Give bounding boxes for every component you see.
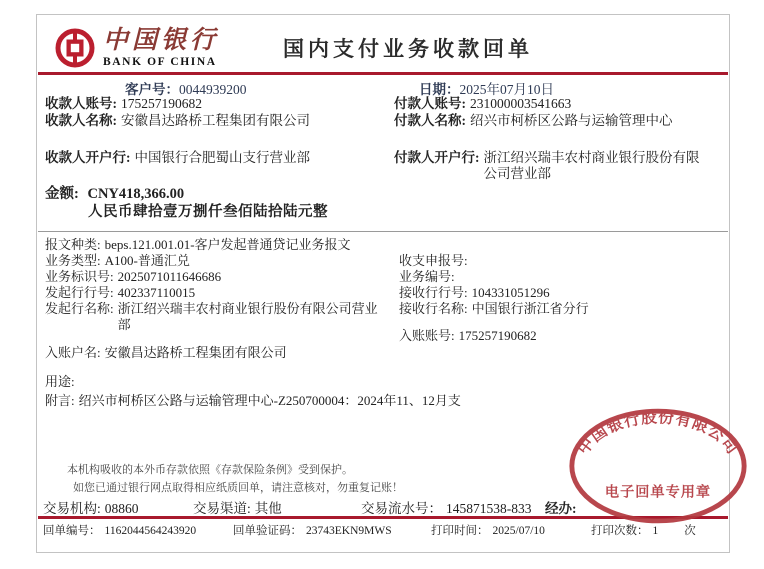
originating-bank-no-row [45, 285, 397, 301]
payee-bank-label: 收款人开户行: [45, 150, 131, 165]
txn-org-value: 08860 [104, 501, 139, 516]
receiving-bank-name-row [399, 301, 724, 317]
bank-name-en: BANK OF CHINA [103, 56, 217, 68]
receiving-bank-no-row [399, 285, 724, 301]
payee-name-row [45, 113, 397, 129]
declaration-no-label: 收支申报号: [399, 253, 468, 268]
message-type-row [45, 237, 397, 253]
credit-name-label: 入账户名: [45, 345, 101, 360]
receipt-no-label: 回单编号： [43, 525, 101, 537]
payer-account-value: 231000003541663 [470, 96, 572, 111]
txn-channel-row [193, 501, 282, 517]
business-no-label: 业务编号: [399, 269, 455, 284]
receiving-bank-name-value: 中国银行浙江省分行 [471, 301, 589, 316]
payer-bank-row [394, 150, 724, 182]
payer-name-row [394, 113, 724, 129]
deposit-insurance-notice: 本机构吸收的本外币存款依照《存款保险条例》受到保护。 [67, 464, 353, 476]
txn-channel-value: 其他 [254, 501, 282, 516]
customer-no-row [125, 78, 247, 98]
payer-account-label: 付款人账号: [394, 96, 466, 111]
stamp-center-text: 电子回单专用章 [604, 484, 712, 501]
bank-logo-block [55, 28, 219, 68]
payee-bank-value: 中国银行合肥蜀山支行营业部 [134, 150, 310, 165]
payee-name-label: 收款人名称: [45, 113, 117, 128]
customer-no-value: 0044939200 [179, 82, 247, 97]
customer-no-label: 客户号： [125, 82, 179, 97]
bank-name-block [103, 28, 219, 68]
credit-account-label: 入账账号: [399, 328, 455, 343]
print-count-unit: 次 [684, 525, 696, 537]
originating-bank-name-row [45, 301, 397, 332]
business-type-value: A100-普通汇兑 [104, 253, 190, 268]
business-id-label: 业务标识号: [45, 269, 114, 284]
print-time-label: 打印时间： [431, 525, 489, 537]
receipt-code-value: 23743EKN9MWS [306, 525, 392, 537]
paper-receipt-notice: 如您已通过银行网点取得相应纸质回单，请注意核对，勿重复记账！ [73, 482, 403, 494]
page-title: 国内支付业务收款回单 [283, 37, 533, 61]
print-time-row [431, 525, 545, 539]
receiving-bank-no-label: 接收行行号: [399, 285, 468, 300]
payer-bank-label: 付款人开户行: [394, 150, 480, 165]
bank-name-cn: 中国银行 [103, 27, 220, 54]
business-id-row [45, 269, 397, 285]
txn-org-row [43, 501, 139, 517]
payer-name-label: 付款人名称: [394, 113, 466, 128]
purpose-label: 用途: [45, 374, 75, 389]
receipt-code-label: 回单验证码： [233, 525, 302, 537]
bank-of-china-logo-icon [55, 28, 95, 68]
electronic-receipt-stamp [565, 403, 751, 529]
payer-bank-value: 浙江绍兴瑞丰农村商业银行股份有限公司营业部 [483, 150, 700, 182]
originating-bank-name-value: 浙江绍兴瑞丰农村商业银行股份有限公司营业部 [117, 301, 378, 332]
message-type-value: beps.121.001.01-客户发起普通贷记业务报文 [104, 237, 351, 252]
svg-text:中国银行股份有限公司 [574, 407, 743, 458]
business-type-label: 业务类型: [45, 253, 101, 268]
section-divider [38, 231, 728, 232]
declaration-no-row [399, 253, 724, 269]
txn-channel-label: 交易渠道: [193, 501, 251, 516]
originating-bank-name-label: 发起行名称: [45, 301, 114, 316]
payee-name-value: 安徽昌达路桥工程集团有限公司 [121, 113, 310, 128]
purpose-row [45, 374, 397, 390]
txn-serial-row [361, 501, 532, 517]
credit-account-value: 175257190682 [458, 328, 537, 343]
print-count-value: 1 [652, 525, 659, 537]
print-time-value: 2025/07/10 [492, 525, 545, 537]
receiving-bank-no-value: 104331051296 [471, 285, 550, 300]
txn-org-label: 交易机构: [43, 501, 101, 516]
date-value: 2025年07月10日 [459, 82, 554, 97]
credit-name-row [45, 345, 545, 361]
originating-bank-no-value: 402337110015 [117, 285, 196, 300]
date-label: 日期： [419, 82, 460, 97]
payer-account-row [394, 96, 724, 112]
business-type-row [45, 253, 397, 269]
credit-name-value: 安徽昌达路桥工程集团有限公司 [104, 345, 287, 360]
amount-in-words: 人民币肆拾壹万捌仟叁佰陆拾陆元整 [88, 204, 328, 220]
txn-serial-label: 交易流水号： [361, 501, 442, 516]
business-no-row [399, 269, 724, 285]
receipt-sheet [36, 14, 742, 553]
message-type-label: 报文种类: [45, 237, 101, 252]
payee-account-row [45, 96, 397, 112]
amount-value: CNY418,366.00 [87, 186, 185, 202]
receipt-no-row [43, 525, 196, 539]
originating-bank-no-label: 发起行行号: [45, 285, 114, 300]
receipt-no-value: 1162044564243920 [104, 525, 197, 537]
receiving-bank-name-label: 接收行名称: [399, 301, 468, 316]
receipt-code-row [233, 525, 392, 539]
payee-account-value: 175257190682 [121, 96, 202, 111]
postscript-value: 绍兴市柯桥区公路与运输管理中心-Z250700004：2024年11、12月支 [78, 393, 461, 408]
payee-bank-row [45, 150, 397, 166]
credit-account-row [399, 328, 724, 344]
txn-serial-value: 145871538-833 [446, 501, 532, 516]
payee-account-label: 收款人账号: [45, 96, 117, 111]
amount-label: 金额: [45, 186, 79, 202]
header-divider [38, 72, 728, 75]
postscript-label: 附言: [45, 393, 75, 408]
date-row [419, 78, 554, 98]
stamp-arc-text: 中国银行股份有限公司 [574, 409, 742, 458]
business-id-value: 2025071011646686 [117, 269, 222, 284]
payer-name-value: 绍兴市柯桥区公路与运输管理中心 [470, 113, 673, 128]
print-count-label: 打印次数： [591, 525, 649, 537]
operator-label: 经办: [545, 501, 577, 516]
